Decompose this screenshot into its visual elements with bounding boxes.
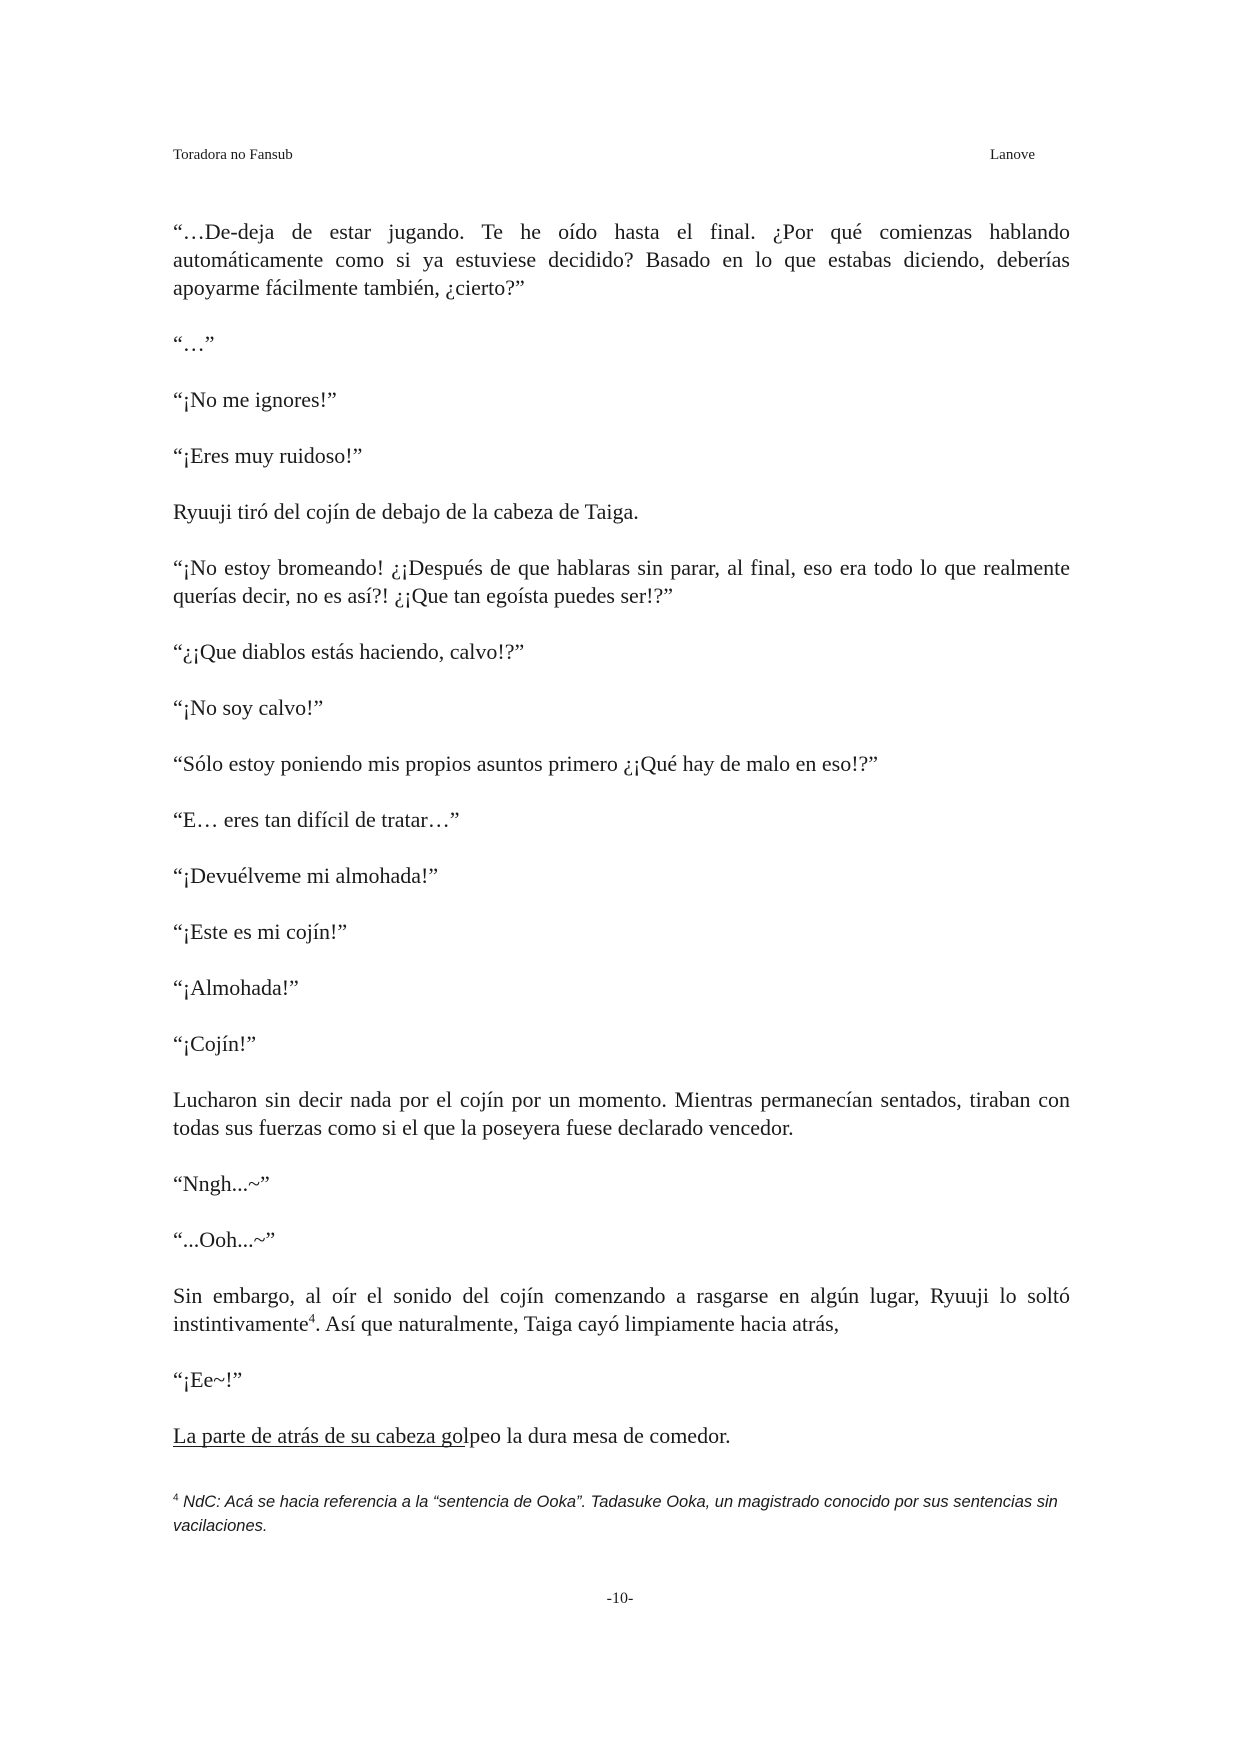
paragraph: Ryuuji tiró del cojín de debajo de la cabeza de Taiga.: [173, 499, 639, 524]
paragraph: “¡Almohada!”: [173, 975, 299, 1000]
paragraph: “¡Cojín!”: [173, 1031, 257, 1056]
footnote-separator: [173, 1446, 465, 1447]
paragraph: “¡No estoy bromeando! ¿¡Después de que hablaras sin parar, al final, eso era todo lo que realmente querías decir, no es así?! ¿¡Que tan egoísta puedes ser!?”: [173, 555, 1070, 608]
paragraph: “¿¡Que diablos estás haciendo, calvo!?”: [173, 639, 525, 664]
paragraph: “¡Devuélveme mi almohada!”: [173, 863, 439, 888]
footnote-text: NdC: Acá se hacia referencia a la “sentencia de Ooka”. Tadasuke Ooka, un magistrado conocido por sus sentencias sin vacilaciones.: [173, 1493, 1058, 1535]
footnote-marker: 4: [173, 1492, 179, 1504]
paragraph: “Nngh...~”: [173, 1171, 270, 1196]
paragraph: “¡No me ignores!”: [173, 387, 337, 412]
paragraph: “…De-deja de estar jugando. Te he oído hasta el final. ¿Por qué comienzas hablando automáticamente como si ya estuviese decidido? Basado en lo que estabas diciendo, deberías apoyarme fácilmente también, ¿cierto?”: [173, 219, 1070, 300]
paragraph: “Sólo estoy poniendo mis propios asuntos primero ¿¡Qué hay de malo en eso!?”: [173, 751, 879, 776]
header-left: Toradora no Fansub: [173, 147, 293, 163]
header-right: Lanove: [990, 147, 1035, 163]
paragraph: “E… eres tan difícil de tratar…”: [173, 807, 460, 832]
paragraph: “¡Este es mi cojín!”: [173, 919, 348, 944]
footnote-reference: 4: [308, 1310, 316, 1326]
footnote: [173, 1490, 1070, 1538]
paragraph-text-before: Sin embargo, al oír el sonido del cojín comenzando a rasgarse en algún lugar, Ryuuji lo soltó instintivamente: [173, 1283, 1070, 1336]
body-text: [173, 218, 1070, 1450]
paragraph: “¡Ee~!”: [173, 1367, 243, 1392]
paragraph: “…”: [173, 331, 215, 356]
paragraph: “...Ooh...~”: [173, 1227, 276, 1252]
paragraph: Lucharon sin decir nada por el cojín por un momento. Mientras permanecían sentados, tiraban con todas sus fuerzas como si el que la poseyera fuese declarado vencedor.: [173, 1087, 1070, 1140]
paragraph-with-footnote: [173, 1282, 1070, 1338]
page-number: -10-: [606, 1590, 634, 1607]
paragraph: La parte de atrás de su cabeza golpeo la dura mesa de comedor.: [173, 1423, 731, 1448]
page-header: [173, 146, 1035, 164]
paragraph: “¡Eres muy ruidoso!”: [173, 443, 363, 468]
paragraph-text-after: . Así que naturalmente, Taiga cayó limpiamente hacia atrás,: [315, 1311, 840, 1336]
paragraph: “¡No soy calvo!”: [173, 695, 324, 720]
